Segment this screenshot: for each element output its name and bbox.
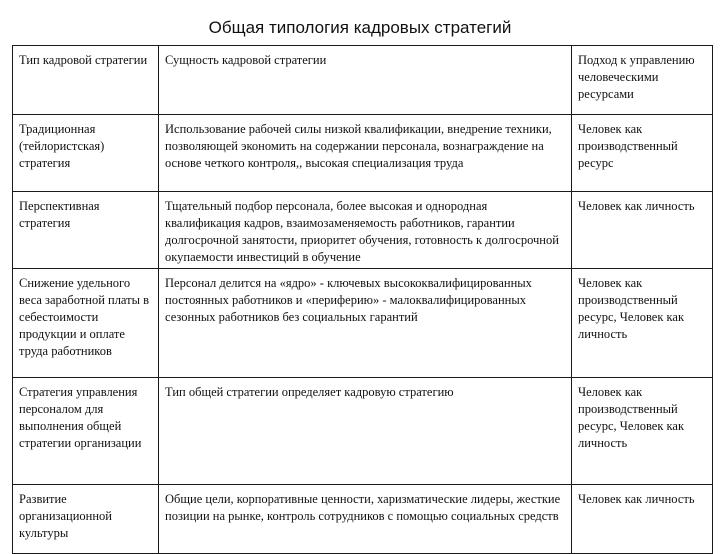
table-row bbox=[13, 115, 713, 192]
strategy-table bbox=[12, 45, 713, 554]
header-approach: Подход к управлению человеческими ресурсами bbox=[572, 46, 713, 115]
row-type: Стратегия управления персоналом для выполнения общей стратегии организации bbox=[13, 378, 159, 485]
table-row bbox=[13, 378, 713, 485]
row-essence: Персонал делится на «ядро» - ключевых высококвалифицированных постоянных работников и «периферию» - малоквалифицированных сезонных работников без социальных гарантий bbox=[159, 269, 572, 378]
page-title: Общая типология кадровых стратегий bbox=[208, 18, 512, 37]
row-essence: Использование рабочей силы низкой квалификации, внедрение техники, позволяющей экономить на содержании персонала, вознаграждение на основе четкого контроля,, высокая специализация труда bbox=[159, 115, 572, 192]
table-header-row bbox=[13, 46, 713, 115]
row-approach: Человек как производственный ресурс, Человек как личность bbox=[572, 269, 713, 378]
row-type: Развитие организационной культуры bbox=[13, 485, 159, 554]
row-type: Перспективная стратегия bbox=[13, 192, 159, 269]
header-essence: Сущность кадровой стратегии bbox=[159, 46, 572, 115]
row-type: Снижение удельного веса заработной платы в себестоимости продукции и оплате труда работников bbox=[13, 269, 159, 378]
table-row bbox=[13, 485, 713, 554]
header-type: Тип кадровой стратегии bbox=[13, 46, 159, 115]
table-row bbox=[13, 269, 713, 378]
row-essence: Общие цели, корпоративные ценности, харизматические лидеры, жесткие позиции на рынке, контроль сотрудников с помощью социальных средств bbox=[159, 485, 572, 554]
row-essence: Тщательный подбор персонала, более высокая и однородная квалификация кадров, взаимозаменяемость работников, гарантии долгосрочной занятости, приоритет обучения, готовность к долгосрочной окупаемости инвестиций в обучение bbox=[159, 192, 572, 269]
row-type: Традиционная (тейлористская) стратегия bbox=[13, 115, 159, 192]
row-approach: Человек как производственный ресурс bbox=[572, 115, 713, 192]
row-essence: Тип общей стратегии определяет кадровую стратегию bbox=[159, 378, 572, 485]
row-approach: Человек как производственный ресурс, Человек как личность bbox=[572, 378, 713, 485]
row-approach: Человек как личность bbox=[572, 192, 713, 269]
table-row bbox=[13, 192, 713, 269]
row-approach: Человек как личность bbox=[572, 485, 713, 554]
